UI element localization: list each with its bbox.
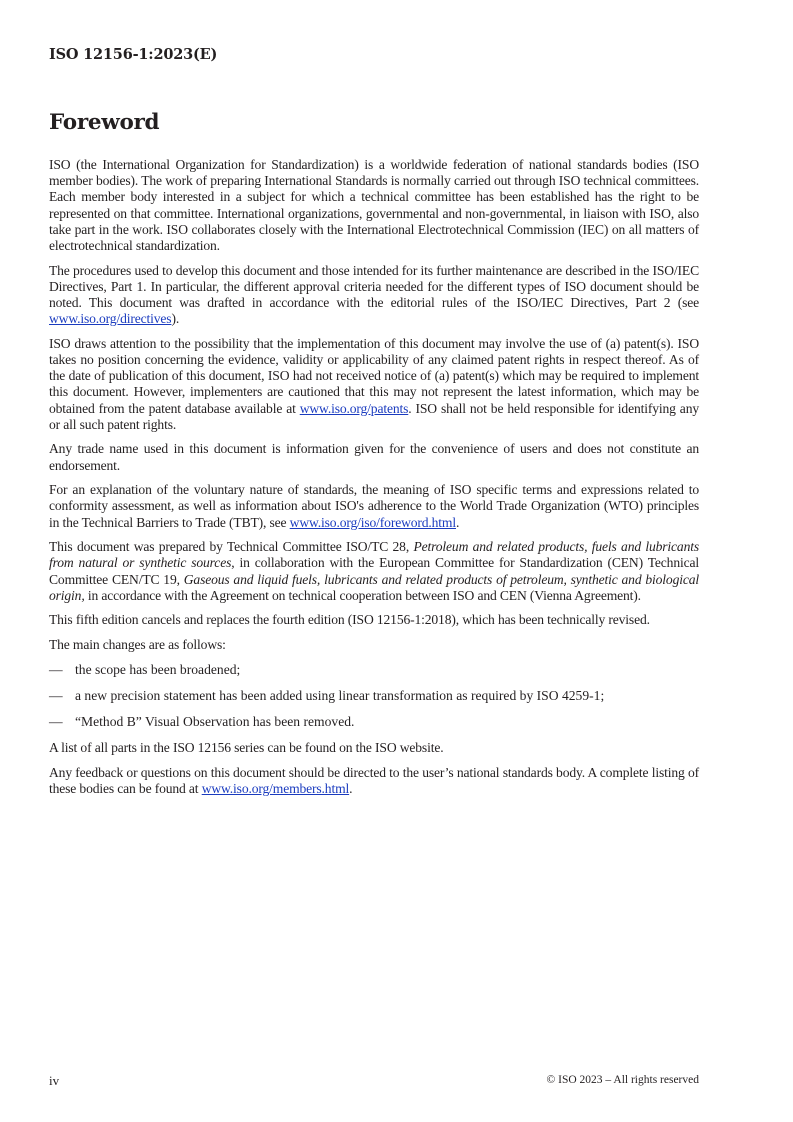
list-item — [49, 662, 699, 678]
changes-list — [49, 662, 699, 731]
paragraph-voluntary-nature — [49, 482, 699, 531]
copyright-notice: © ISO 2023 – All rights reserved — [546, 1074, 699, 1086]
list-item — [49, 714, 699, 730]
paragraph-feedback — [49, 765, 699, 797]
paragraph-iso-intro: ISO (the International Organization for Standardization) is a worldwide federation of national standards bodies (ISO member bodies). The work of preparing International Standards is normally carried out through ISO technical committees. Each member body interested in a subject for which a technical committee has been established has the right to be represented on that committee. International organizations, governmental and non-governmental, in liaison with ISO, also take part in the work. ISO collaborates closely with the International Electrotechnical Commission (IEC) on all matters of electrotechnical standardization. — [49, 157, 699, 254]
foreword-body — [49, 157, 699, 806]
text-segment: . — [456, 514, 460, 530]
page-title: Foreword — [49, 110, 160, 135]
paragraph-edition: This fifth edition cancels and replaces the fourth edition (ISO 12156-1:2018), which has been technically revised. — [49, 612, 650, 628]
link-foreword[interactable]: www.iso.org/iso/foreword.html — [289, 514, 456, 530]
text-segment: , in collaboration with the European Committee for Standardization (CEN) Technical Committee CEN/TC 19, — [49, 555, 699, 587]
paragraph-main-changes: The main changes are as follows: — [49, 637, 226, 653]
committee-title-cen: Gaseous and liquid fuels, lubricants and related products of petroleum, synthetic and biological origin, — [49, 571, 699, 603]
list-item-text: “Method B” Visual Observation has been removed. — [75, 714, 355, 730]
committee-title-iso: Petroleum and related products, fuels and lubricants from natural or synthetic sources — [49, 539, 699, 571]
text-segment: . — [349, 781, 353, 797]
link-patents[interactable]: www.iso.org/patents — [299, 400, 409, 416]
paragraph-prepared-by — [49, 539, 699, 604]
dash-bullet: — — [49, 714, 63, 730]
dash-bullet: — — [49, 687, 63, 703]
paragraph-series-list: A list of all parts in the ISO 12156 series can be found on the ISO website. — [49, 740, 444, 756]
list-item-text: the scope has been broadened; — [75, 661, 241, 677]
paragraph-procedures — [49, 263, 699, 328]
page-number: iv — [49, 1073, 60, 1088]
text-segment: For an explanation of the voluntary nature of standards, the meaning of ISO specific terms and expressions related to conformity assessment, as well as information about ISO's adherence to the World Trade Organization (WTO) principles in the Technical Barriers to Trade (TBT), see — [49, 482, 699, 530]
dash-bullet: — — [49, 661, 63, 677]
text-segment: The procedures used to develop this document and those intended for its further maintenance are described in the ISO/IEC Directives, Part 1. In particular, the different approval criteria needed for the different types of ISO document should be noted. This document was drafted in accordance with the editorial rules of the ISO/IEC Directives, Part 2 (see — [49, 262, 699, 311]
text-segment: ISO draws attention to the possibility that the implementation of this document may involve the use of (a) patent(s). ISO takes no position concerning the evidence, validity or applicability of any claimed patent rights in respect thereof. As of the date of publication of this document, ISO had not received notice of (a) patent(s) which may be required to implement this document. However, implementers are cautioned that this may not represent the latest information, which may be obtained from the patent database available at — [49, 335, 699, 416]
text-segment: . ISO shall not be held responsible for identifying any or all such patent rights. — [49, 400, 699, 432]
text-segment: ). — [171, 311, 180, 327]
text-segment: Any feedback or questions on this document should be directed to the user’s national standards body. A complete listing of these bodies can be found at — [49, 764, 699, 797]
list-item-text: a new precision statement has been added using linear transformation as required by ISO 4259-1; — [75, 687, 605, 703]
paragraph-trade-name: Any trade name used in this document is information given for the convenience of users and does not constitute an endorsement. — [49, 441, 699, 473]
paragraph-patents — [49, 336, 699, 433]
link-directives[interactable]: www.iso.org/directives — [49, 311, 172, 327]
list-item — [49, 688, 699, 704]
document-id-header: ISO 12156-1:2023(E) — [49, 46, 218, 63]
link-members[interactable]: www.iso.org/members.html — [201, 781, 350, 797]
text-segment: in accordance with the Agreement on technical cooperation between ISO and CEN (Vienna Agreement). — [84, 587, 641, 603]
text-segment: This document was prepared by Technical Committee ISO/TC 28, — [49, 539, 414, 555]
